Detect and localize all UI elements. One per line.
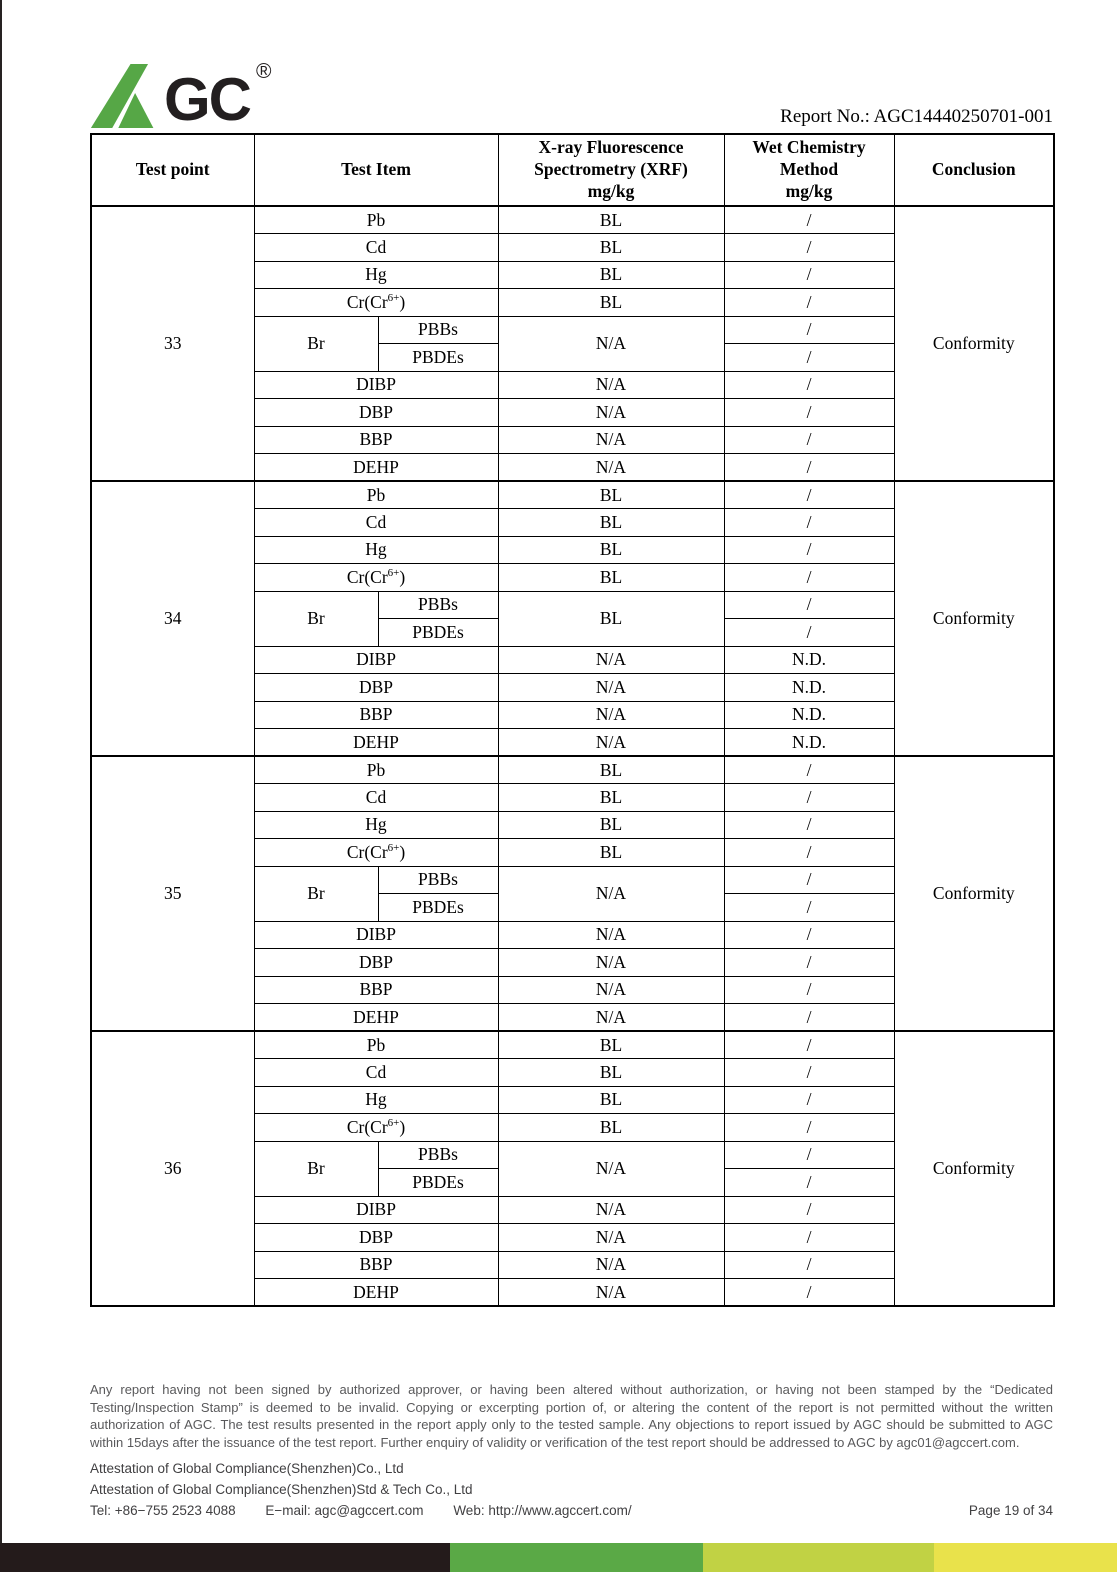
cell-test-item: BBP [254,1251,498,1279]
cell-test-item: DIBP [254,371,498,399]
company-name-2: Attestation of Global Compliance(Shenzhen)Std & Tech Co., Ltd [90,1482,473,1497]
cell-test-item: DEHP [254,454,498,482]
cell-wet: / [724,426,894,454]
cell-test-item: PBDEs [378,619,498,647]
cell-xrf: N/A [498,1141,724,1196]
cell-xrf: N/A [498,976,724,1004]
cell-test-item: BBP [254,426,498,454]
cell-test-item: PBBs [378,316,498,344]
superscript: 6+ [387,1116,400,1129]
cell-wet: / [724,454,894,482]
cell-test-item: Cd [254,509,498,537]
cell-wet: / [724,289,894,317]
cell-test-point: 33 [91,206,254,481]
cell-test-item: Pb [254,206,498,234]
cell-xrf: N/A [498,426,724,454]
header-wet-chemistry [724,134,894,206]
table-row [91,1031,1054,1059]
cell-test-item: Cd [254,234,498,262]
cell-wet: / [724,1141,894,1169]
cell-xrf: BL [498,784,724,812]
cell-wet: / [724,1086,894,1114]
cell-wet: / [724,316,894,344]
cell-wet: / [724,976,894,1004]
table-row [91,206,1054,234]
cell-wet: / [724,894,894,922]
cell-xrf: BL [498,564,724,592]
cell-xrf: N/A [498,1224,724,1252]
cell-test-point: 36 [91,1031,254,1306]
cell-test-item: $Cr(Cr^{6+})$ [254,1114,498,1142]
cell-wet: / [724,234,894,262]
cell-wet: / [724,509,894,537]
cell-test-item: DBP [254,949,498,977]
cell-test-item: PBBs [378,591,498,619]
cell-test-item: $Cr(Cr^{6+})$ [254,564,498,592]
cell-test-item: Pb [254,481,498,509]
cell-test-point: 35 [91,756,254,1031]
disclaimer-text: Any report having not been signed by authorized approver, or having been altered without authorization, or having not been stamped by the “Dedicated Testing/Inspection Stamp” is deemed to be invalid. Copying or excerpting portion of, or altering the content of the report is not permitted without the written authorization of AGC. The test results presented in the report apply only to the tested sample. Any objections to report issued by AGC should be submitted to AGC within 15days after the issuance of the test report. Further enquiry of validity or verification of the test report should be addressed to AGC by agc01@agccert.com. [90,1382,1053,1450]
cell-test-item: BBP [254,701,498,729]
cell-test-item: Pb [254,1031,498,1059]
cell-test-item: DIBP [254,921,498,949]
cell-test-item: Hg [254,536,498,564]
cell-test-item: Hg [254,811,498,839]
cell-br-label: Br [254,316,378,371]
cell-conclusion: Conformity [894,206,1054,481]
cell-test-item: PBBs [378,866,498,894]
cell-xrf: N/A [498,729,724,757]
cell-test-item: BBP [254,976,498,1004]
cell-xrf: N/A [498,674,724,702]
cell-xrf: N/A [498,949,724,977]
cell-wet: / [724,564,894,592]
cell-test-item: $Cr(Cr^{6+})$ [254,839,498,867]
bar-segment-yellow [934,1543,1117,1572]
cell-test-item: Hg [254,1086,498,1114]
cell-br-label: Br [254,866,378,921]
cell-xrf: BL [498,261,724,289]
cell-test-item: DBP [254,1224,498,1252]
table-row [91,481,1054,509]
report-number: Report No.: AGC14440250701-001 [780,106,1053,127]
cell-wet: / [724,371,894,399]
cell-test-item: PBBs [378,1141,498,1169]
cell-test-item: DEHP [254,1279,498,1307]
cell-xrf: BL [498,206,724,234]
cell-xrf: N/A [498,646,724,674]
header-xrf-unit: mg/kg [587,180,635,201]
cell-wet: / [724,1169,894,1197]
cell-xrf: N/A [498,866,724,921]
header-wet-unit: mg/kg [785,180,833,201]
cell-xrf: N/A [498,701,724,729]
cell-test-item: DEHP [254,1004,498,1032]
cell-test-item: Hg [254,261,498,289]
cell-xrf: N/A [498,371,724,399]
header-test-point: Test point [91,134,254,206]
cell-br-label: Br [254,1141,378,1196]
cell-xrf: N/A [498,399,724,427]
cell-test-item: DIBP [254,1196,498,1224]
cell-test-item: Cd [254,1059,498,1087]
cell-wet: / [724,1279,894,1307]
bottom-color-bar [0,1543,1117,1572]
cell-test-item: PBDEs [378,1169,498,1197]
cell-xrf: BL [498,1114,724,1142]
cell-xrf: BL [498,536,724,564]
cell-xrf: BL [498,756,724,784]
cell-wet: / [724,1114,894,1142]
cell-wet: / [724,1004,894,1032]
cell-xrf: N/A [498,316,724,371]
cell-wet: / [724,1224,894,1252]
registered-trademark-icon: ® [256,60,272,83]
cell-wet: / [724,1196,894,1224]
bar-segment-dark [0,1543,450,1572]
cell-xrf: BL [498,811,724,839]
company-name-1: Attestation of Global Compliance(Shenzhen)Co., Ltd [90,1461,404,1476]
cell-wet: N.D. [724,701,894,729]
bar-segment-yellow-green [703,1543,934,1572]
superscript: 6+ [387,841,400,854]
cell-br-label: Br [254,591,378,646]
cell-wet: / [724,784,894,812]
cell-wet: / [724,949,894,977]
cell-xrf: N/A [498,1004,724,1032]
cell-wet: / [724,1251,894,1279]
cell-wet: / [724,591,894,619]
cell-xrf: BL [498,1086,724,1114]
header-wet-name: Wet Chemistry Method [752,137,866,180]
cell-test-item: PBDEs [378,344,498,372]
cell-xrf: N/A [498,1279,724,1307]
cell-test-item: Pb [254,756,498,784]
cell-xrf: BL [498,1059,724,1087]
cell-wet: / [724,399,894,427]
superscript: 6+ [387,566,400,579]
cell-xrf: N/A [498,454,724,482]
cell-xrf: BL [498,289,724,317]
agc-logo-text: GC [164,66,250,133]
cell-xrf: BL [498,509,724,537]
header-conclusion: Conclusion [894,134,1054,206]
cell-wet: / [724,619,894,647]
cell-wet: / [724,756,894,784]
cell-wet: / [724,1031,894,1059]
table-header-row [91,134,1054,206]
header-xrf [498,134,724,206]
cell-conclusion: Conformity [894,756,1054,1031]
cell-wet: / [724,536,894,564]
cell-wet: / [724,261,894,289]
agc-logo [88,58,272,133]
cell-wet: / [724,481,894,509]
page-number: Page 19 of 34 [968,1503,1053,1518]
cell-test-item: Cd [254,784,498,812]
cell-test-item: $Cr(Cr^{6+})$ [254,289,498,317]
cell-test-item: DBP [254,399,498,427]
contact-line [90,1503,1053,1518]
telephone: Tel: +86−755 2523 4088 [90,1503,236,1518]
cell-test-item: DIBP [254,646,498,674]
cell-xrf: N/A [498,921,724,949]
cell-test-item: DEHP [254,729,498,757]
cell-test-item: DBP [254,674,498,702]
header-test-item: Test Item [254,134,498,206]
table-row [91,756,1054,784]
cell-wet: N.D. [724,674,894,702]
bar-segment-green [450,1543,702,1572]
header-xrf-name: X-ray Fluorescence Spectrometry (XRF) [534,137,688,180]
website: Web: http://www.agccert.com/ [453,1503,632,1518]
cell-xrf: BL [498,234,724,262]
page-left-border [0,0,2,1572]
superscript: 6+ [387,291,400,304]
cell-conclusion: Conformity [894,1031,1054,1306]
agc-logo-a-icon [88,64,170,128]
cell-wet: N.D. [724,646,894,674]
cell-wet: / [724,344,894,372]
cell-test-item: PBDEs [378,894,498,922]
cell-conclusion: Conformity [894,481,1054,756]
cell-test-point: 34 [91,481,254,756]
cell-xrf: BL [498,1031,724,1059]
cell-wet: / [724,1059,894,1087]
test-results-table [90,133,1055,1307]
cell-wet: / [724,921,894,949]
cell-wet: N.D. [724,729,894,757]
cell-wet: / [724,839,894,867]
cell-wet: / [724,811,894,839]
cell-xrf: BL [498,839,724,867]
cell-wet: / [724,206,894,234]
cell-xrf: BL [498,591,724,646]
cell-wet: / [724,866,894,894]
cell-xrf: N/A [498,1251,724,1279]
cell-xrf: N/A [498,1196,724,1224]
cell-xrf: BL [498,481,724,509]
email: E−mail: agc@agccert.com [265,1503,424,1518]
